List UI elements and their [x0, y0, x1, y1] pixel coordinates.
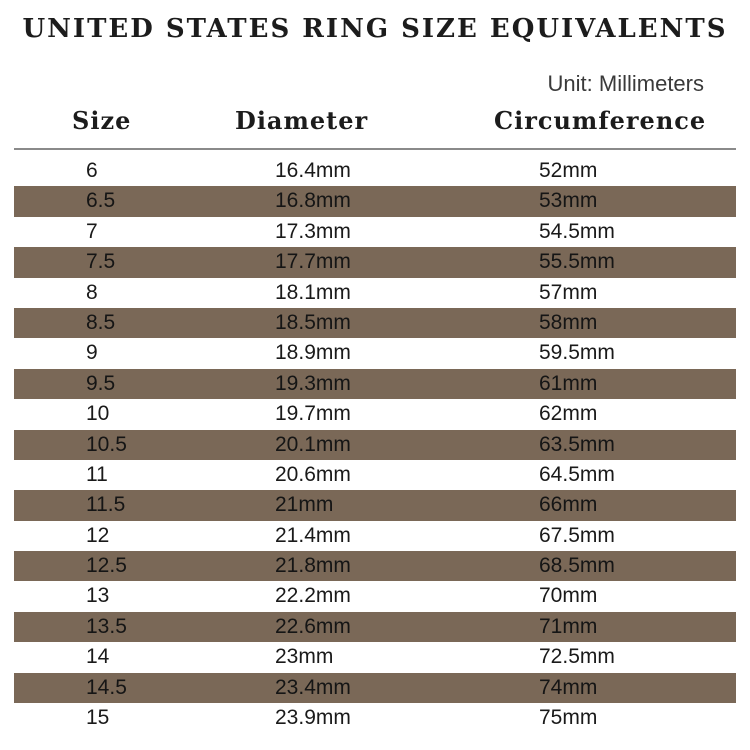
size-cell: 6	[86, 159, 98, 182]
table-row	[14, 399, 736, 429]
diameter-cell: 21.8mm	[275, 554, 351, 578]
table-row	[14, 581, 736, 611]
diameter-cell: 21.4mm	[275, 523, 351, 547]
circumference-cell: 70mm	[539, 584, 598, 608]
diameter-cell: 23.4mm	[275, 675, 351, 699]
diameter-cell: 23.9mm	[275, 706, 351, 730]
circumference-cell: 59.5mm	[539, 341, 615, 365]
size-cell: 11	[86, 462, 108, 486]
table-header	[0, 106, 750, 142]
circumference-cell: 67.5mm	[539, 523, 615, 547]
diameter-cell: 17.7mm	[275, 250, 351, 274]
diameter-cell: 21mm	[275, 493, 334, 517]
circumference-cell: 64.5mm	[539, 462, 615, 486]
diameter-cell: 18.1mm	[275, 280, 351, 304]
size-cell: 8.5	[86, 310, 116, 334]
table-row	[14, 217, 736, 247]
table-row	[14, 703, 736, 733]
table-row	[14, 490, 736, 520]
circumference-cell: 55.5mm	[539, 250, 615, 274]
circumference-cell: 74mm	[539, 675, 598, 699]
circumference-cell: 61mm	[539, 371, 598, 395]
table-row	[14, 369, 736, 399]
circumference-cell: 72.5mm	[539, 645, 615, 669]
table-row	[14, 338, 736, 368]
ring-size-table	[14, 156, 736, 733]
size-cell: 9	[86, 341, 98, 365]
diameter-cell: 18.5mm	[275, 310, 351, 334]
circumference-cell: 75mm	[539, 706, 598, 730]
circumference-cell: 52mm	[539, 159, 598, 182]
table-row	[14, 308, 736, 338]
circumference-cell: 58mm	[539, 310, 598, 334]
diameter-cell: 19.7mm	[275, 402, 351, 426]
size-cell: 11.5	[86, 493, 126, 517]
table-row	[14, 247, 736, 277]
circumference-cell: 63.5mm	[539, 432, 615, 456]
circumference-cell: 54.5mm	[539, 219, 615, 243]
size-cell: 13.5	[86, 614, 127, 638]
diameter-cell: 20.1mm	[275, 432, 351, 456]
diameter-cell: 22.6mm	[275, 614, 351, 638]
column-header-size: Size	[72, 106, 132, 135]
diameter-cell: 16.4mm	[275, 159, 351, 182]
diameter-cell: 16.8mm	[275, 189, 351, 213]
size-cell: 10	[86, 402, 110, 426]
table-row	[14, 186, 736, 216]
size-cell: 10.5	[86, 432, 127, 456]
circumference-cell: 62mm	[539, 402, 598, 426]
diameter-cell: 19.3mm	[275, 371, 351, 395]
table-row	[14, 673, 736, 703]
table-row	[14, 460, 736, 490]
size-cell: 12.5	[86, 554, 127, 578]
table-row	[14, 551, 736, 581]
size-cell: 7.5	[86, 250, 116, 274]
size-cell: 7	[86, 219, 98, 243]
circumference-cell: 66mm	[539, 493, 598, 517]
circumference-cell: 57mm	[539, 280, 598, 304]
table-row	[14, 612, 736, 642]
table-row	[14, 278, 736, 308]
table-row	[14, 642, 736, 672]
size-cell: 13	[86, 584, 110, 608]
size-cell: 14	[86, 645, 110, 669]
size-cell: 6.5	[86, 189, 116, 213]
diameter-cell: 18.9mm	[275, 341, 351, 365]
table-row	[14, 430, 736, 460]
size-cell: 12	[86, 523, 110, 547]
size-cell: 8	[86, 280, 98, 304]
column-header-diameter: Diameter	[235, 106, 369, 135]
table-row	[14, 156, 736, 186]
size-cell: 9.5	[86, 371, 116, 395]
page-title: UNITED STATES RING SIZE EQUIVALENTS	[22, 14, 728, 44]
header-divider	[14, 148, 736, 150]
table-row	[14, 521, 736, 551]
diameter-cell: 17.3mm	[275, 219, 351, 243]
circumference-cell: 53mm	[539, 189, 598, 213]
unit-label: Unit: Millimeters	[547, 71, 704, 96]
circumference-cell: 68.5mm	[539, 554, 615, 578]
column-header-circumference: Circumference	[494, 106, 707, 135]
diameter-cell: 23mm	[275, 645, 334, 669]
size-cell: 15	[86, 706, 110, 730]
diameter-cell: 20.6mm	[275, 462, 351, 486]
diameter-cell: 22.2mm	[275, 584, 351, 608]
circumference-cell: 71mm	[539, 614, 598, 638]
size-cell: 14.5	[86, 675, 127, 699]
